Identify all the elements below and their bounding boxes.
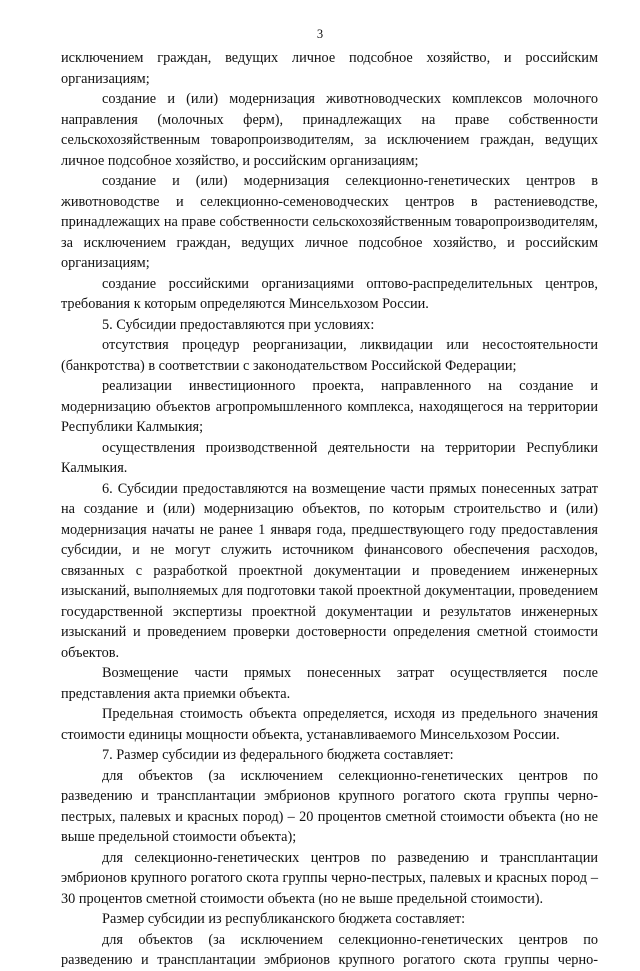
paragraph: создание российскими организациями оптово-распределительных центров, требования к которым определяются Минсельхозом России.	[61, 275, 598, 312]
paragraph: отсутствия процедур реорганизации, ликвидации или несостоятельности (банкротства) в соответствии с законодательством Российской Федерации;	[61, 337, 598, 374]
document-body	[61, 48, 598, 971]
paragraph: Размер субсидии из республиканского бюджета составляет:	[102, 911, 466, 927]
paragraph: Возмещение части прямых понесенных затрат осуществляется после представления акта приемки объекта.	[61, 665, 598, 702]
paragraph: для объектов (за исключением селекционно-генетических центров по разведению и трансплантации эмбрионов крупного рогатого скота группы черно-	[61, 931, 598, 968]
paragraph: для объектов (за исключением селекционно-генетических центров по разведению и трансплантации эмбрионов крупного рогатого скота группы черно-пестрых, палевых и красных пород) – 20 процентов сметной стоимости объекта (но не выше предельной стоимости объекта);	[61, 767, 598, 845]
paragraph: реализации инвестиционного проекта, направленного на создание и модернизацию объектов агропромышленного комплекса, находящегося на территории Республики Калмыкия;	[61, 378, 598, 435]
paragraph: создание и (или) модернизация селекционно-генетических центров в животноводстве и селекционно-семеноводческих центров в растениеводстве, принадлежащих на праве собственности сельскохозяйственным товаропроизводителям, за исключением граждан, ведущих личное подсобное хозяйство, и российским организациям;	[61, 173, 598, 271]
paragraph: для селекционно-генетических центров по разведению и трансплантации эмбрионов крупного рогатого скота группы черно-пестрых, палевых и красных пород – 30 процентов сметной стоимости объекта (но не выше предельной стоимости).	[61, 849, 598, 907]
section-heading: 5. Субсидии предоставляются при условиях:	[102, 316, 375, 333]
paragraph: 6. Субсидии предоставляются на возмещение части прямых понесенных затрат на создание и (или) модернизацию объектов, по которым строительство и (или) модернизация начаты не ранее 1 января года, предшествующего году предоставления субсидии, и не могут служить источником финансового обеспечения расходов, связанных с разработкой проектной документации и проведением инженерных изысканий, выполняемых для подготовки такой проектной документации, проведением государственной экспертизы проектной документации и результатов инженерных изысканий и проведением проверки достоверности определения сметной стоимости объектов.	[61, 480, 598, 661]
paragraph: создание и (или) модернизация животноводческих комплексов молочного направления (молочных ферм), принадлежащих на праве собственности сельскохозяйственным товаропроизводителям, за исключением граждан, ведущих личное подсобное хозяйство, и российским организациям;	[61, 91, 598, 169]
section-heading: 7. Размер субсидии из федерального бюджета составляет:	[102, 747, 454, 763]
paragraph: исключением граждан, ведущих личное подсобное хозяйство, и российским организациям;	[61, 50, 598, 87]
page-number: 3	[316, 27, 324, 41]
paragraph: Предельная стоимость объекта определяется, исходя из предельного значения стоимости единицы мощности объекта, устанавливаемого Минсельхозом России.	[61, 706, 598, 743]
paragraph: осуществления производственной деятельности на территории Республики Калмыкия.	[61, 439, 598, 476]
